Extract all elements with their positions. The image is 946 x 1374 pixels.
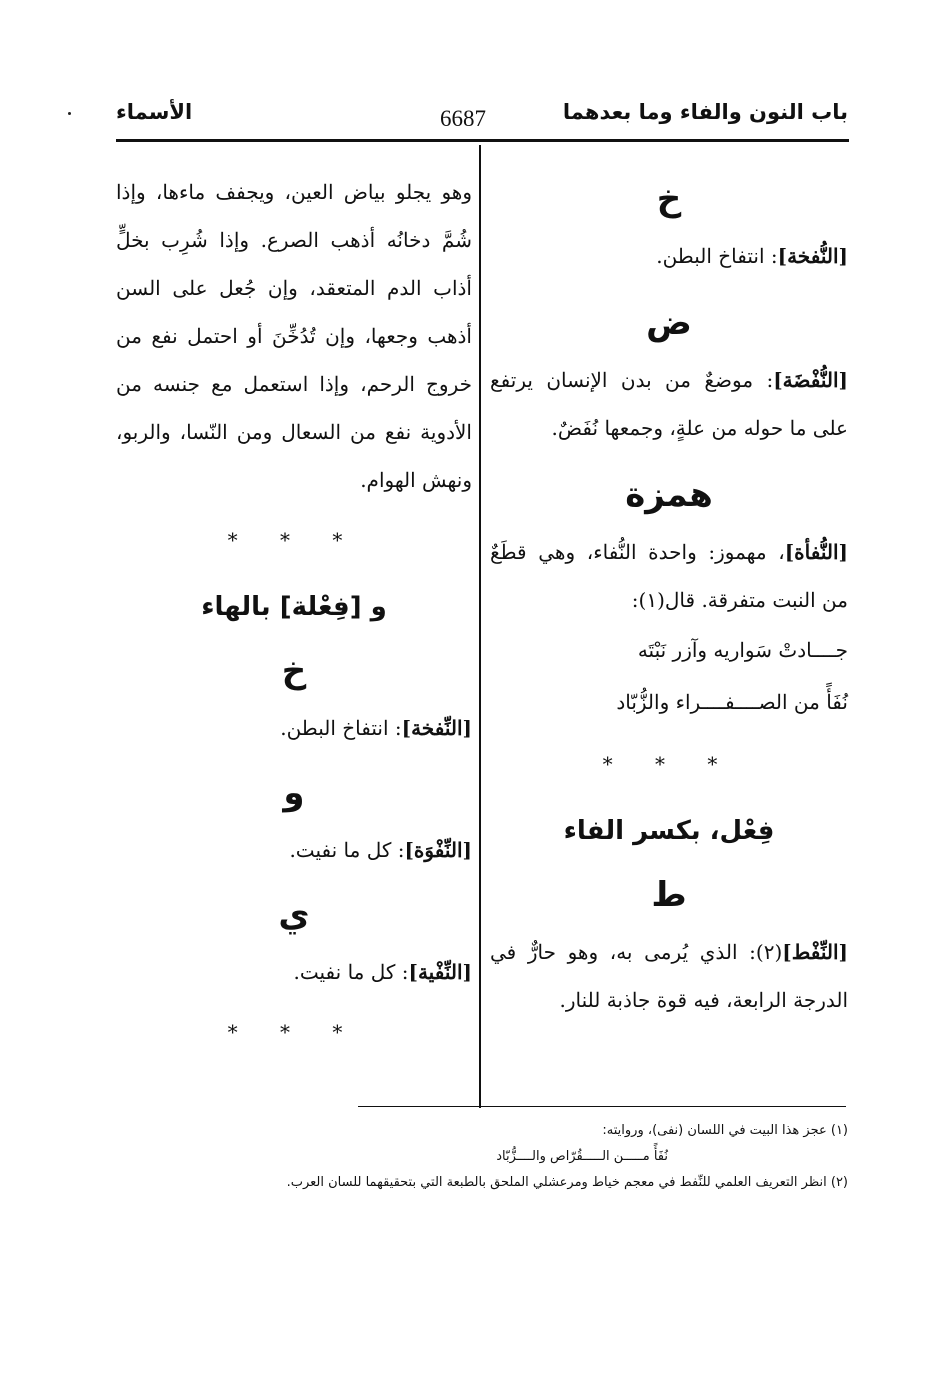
running-title-right: باب النون والفاء وما بعدهما [562,100,848,124]
letter-heading-waw: و [283,773,305,813]
letter-heading-dad: ض [646,303,692,343]
entry-nift [490,928,848,1024]
definition: ، مهموز: واحدة النُّفاء، وهي قطَعٌ من النبت متفرقة. قال(١): [490,540,848,612]
footnotes [98,1118,848,1196]
entry-nufaa [490,528,848,624]
entry-nifwa [116,826,472,874]
headword: [النِّفْط] [782,940,848,964]
headword: [النُّفخة] [777,244,848,268]
entry-nifya [116,948,472,996]
footnote-1-verse: نُفَأً مـــــن الـــــقُرّاص والــــزُّبّاد [496,1149,668,1164]
headword: [النِّفخة] [401,716,472,740]
footnote-2: (٢) انظر التعريف العلمي للنِّفط في معجم خياط ومرعشلي الملحق بالطبعة التي بتحقيقهما للسان العرب. [286,1175,848,1190]
left-column [116,168,472,1070]
section-heading-filah: و [فِعْلة] بالهاء [201,592,387,622]
definition: : كل ما نفيت. [293,960,409,984]
section-separator: * * * [602,752,736,776]
entry-nufda [490,356,848,452]
letter-heading-ya: ي [278,895,310,935]
footnote-1: (١) عجز هذا البيت في اللسان (نفى)، وروايته: [602,1123,848,1138]
headword: [النِّفْية] [408,960,472,984]
definition: : انتفاخ البطن. [656,244,778,268]
letter-heading-kha: خ [656,179,682,219]
section-separator: * * * [227,528,361,552]
entry-nift-continuation: وهو يجلو بياض العين، ويجفف ماءها، وإذا شُمَّ دخانُه أذهب الصرع. وإذا شُرِب بخلٍّ أذاب الدم المتعقد، وإن جُعل على السن أذهب وجعها، وإن تُدُخِّنَ أو احتمل نفع من خروج الرحم، وإذا استعمل مع جنسه من الأدوية نفع من السعال ومن النّسا، والربو، ونهش الهوام. [116,180,472,492]
page-number: 6687 [440,106,486,131]
entry-nifkha [116,704,472,752]
definition: : موضعٌ من بدن الإنسان يرتفع على ما حوله من علةٍ، وجمعها نُفَضٌ. [490,368,848,440]
headword: [النُّفْضَة] [773,368,848,392]
headword: [النُّفأة] [784,540,848,564]
column-divider [479,145,481,1108]
verse-line-1: جــــادتْ سَواريه وآزر نَبْتَه [637,638,848,662]
right-column [490,168,848,1024]
running-title-left: الأسماء [116,100,193,124]
definition: : انتفاخ البطن. [280,716,402,740]
margin-dot [68,112,71,115]
definition: : كل ما نفيت. [289,838,405,862]
headword: [النِّفْوَة] [404,838,472,862]
letter-heading-hamza: همزة [625,475,713,515]
header-rule [116,139,849,142]
verse-line-2: نُفَأً من الصــــفــــراء والزُّبّاد [616,690,848,714]
definition: (٢): الذي يُرمى به، وهو حارٌّ في الدرجة الرابعة، فيه قوة جاذبة للنار. [490,940,848,1012]
section-heading-fil: فِعْل، بكسر الفاء [563,816,775,846]
letter-heading-kha: خ [281,651,307,691]
letter-heading-ta: ط [651,875,687,915]
footnote-rule [358,1106,846,1107]
entry-nafkha [490,232,848,280]
section-separator: * * * [227,1020,361,1044]
